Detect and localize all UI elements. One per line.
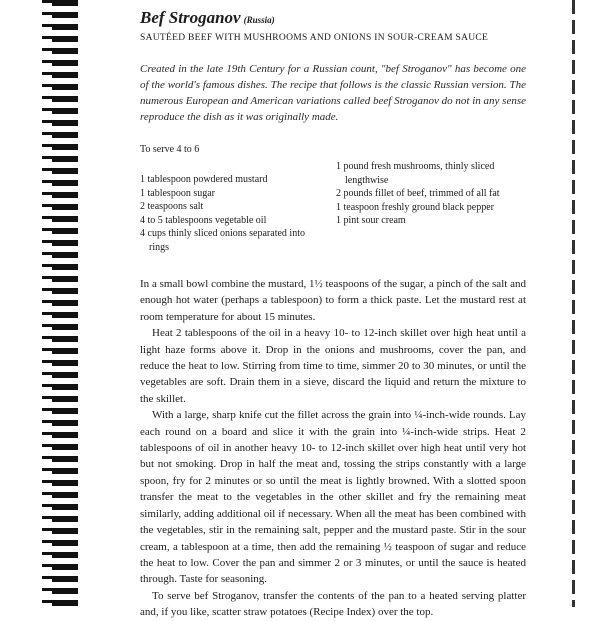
ingredients-list [140,160,526,254]
ingredient-item: 4 to 5 tablespoons vegetable oil [140,214,267,226]
method-paragraph: To serve bef Stroganov, transfer the contents of the pan to a heated serving platter and, if you like, scatter straw potatoes (Recipe Index) over the top. [140,589,526,619]
spiral-binding [52,0,78,607]
ingredients-left-column [140,160,318,254]
ingredients-right-column [336,160,526,254]
ingredient-item: 2 pounds fillet of beef, trimmed of all fat [336,188,500,199]
method-paragraph: In a small bowl combine the mustard, 1½ teaspoons of the sugar, a pinch of the salt and enough hot water (perhaps a tablespoon) to form a thick paste. Let the mustard rest at room temperature for about 15 minutes. [140,278,526,323]
ingredient-item: 1 tablespoon sugar [140,187,215,199]
ingredient-item: 1 teaspoon freshly ground black pepper [336,201,495,213]
recipe-title-text: Bef Stroganov [140,8,241,27]
method-paragraph: With a large, sharp knife cut the fillet across the grain into ¼-inch-wide rounds. Lay each round on a board and slice it with the grain into ¼-inch-wide strips. Heat 2 tablespoons of oil in another heavy 10- to 12-inch skillet over high heat until very hot but not smoking. Drop in half the meat and, tossing the strips constantly with a large spoon, fry for 2 minutes or so until the meat is lightly browned. With a slotted spoon transfer the meat to the vegetables in the other skillet and fry the remaining meat similarly, adding additional oil if necessary. When all the meat has been combined with the vegetables, stir in the remaining salt, pepper and the mustard paste. Stir in the sour cream, a tablespoon at a time, then add the remaining ½ teaspoon of sugar and reduce the heat to low. Cover the pan and simmer 2 or 3 minutes, or until the sauce is heated through. Taste for seasoning. [140,409,526,586]
servings: To serve 4 to 6 [140,144,200,155]
ingredient-item: 1 tablespoon powdered mustard [140,174,268,185]
ingredient-item: 2 teaspoons salt [140,201,204,212]
recipe-country: (Russia) [243,15,275,25]
ingredient-item: 1 pound fresh mushrooms, thinly sliced lengthwise [336,161,495,186]
recipe-title [140,8,526,30]
recipe-subtitle: SAUTÉED BEEF WITH MUSHROOMS AND ONIONS IN SOUR-CREAM SAUCE [140,33,489,43]
ingredient-item: 1 pint sour cream [336,215,406,226]
recipe-method [140,276,526,621]
ingredient-item: 4 cups thinly sliced onions separated into rings [140,228,305,253]
recipe-page [140,8,526,621]
recipe-intro: Created in the late 19th Century for a Russian count, "bef Stroganov" has become one of the world's famous dishes. The recipe that follows is the classic Russian version. The numerous European and American variations called beef Stroganov do not in any sense reproduce the dish as it was originally made. [140,63,526,123]
method-paragraph: Heat 2 tablespoons of the oil in a heavy 10- to 12-inch skillet over high heat until a light haze forms above it. Drop in the onions and mushrooms, cover the pan, and reduce the heat to low. Stirring from time to time, simmer 20 to 30 minutes, or until the vegetables are soft. Drain them in a sieve, discard the liquid and return the mixture to the skillet. [140,327,526,405]
page-edge-marks [572,0,575,607]
